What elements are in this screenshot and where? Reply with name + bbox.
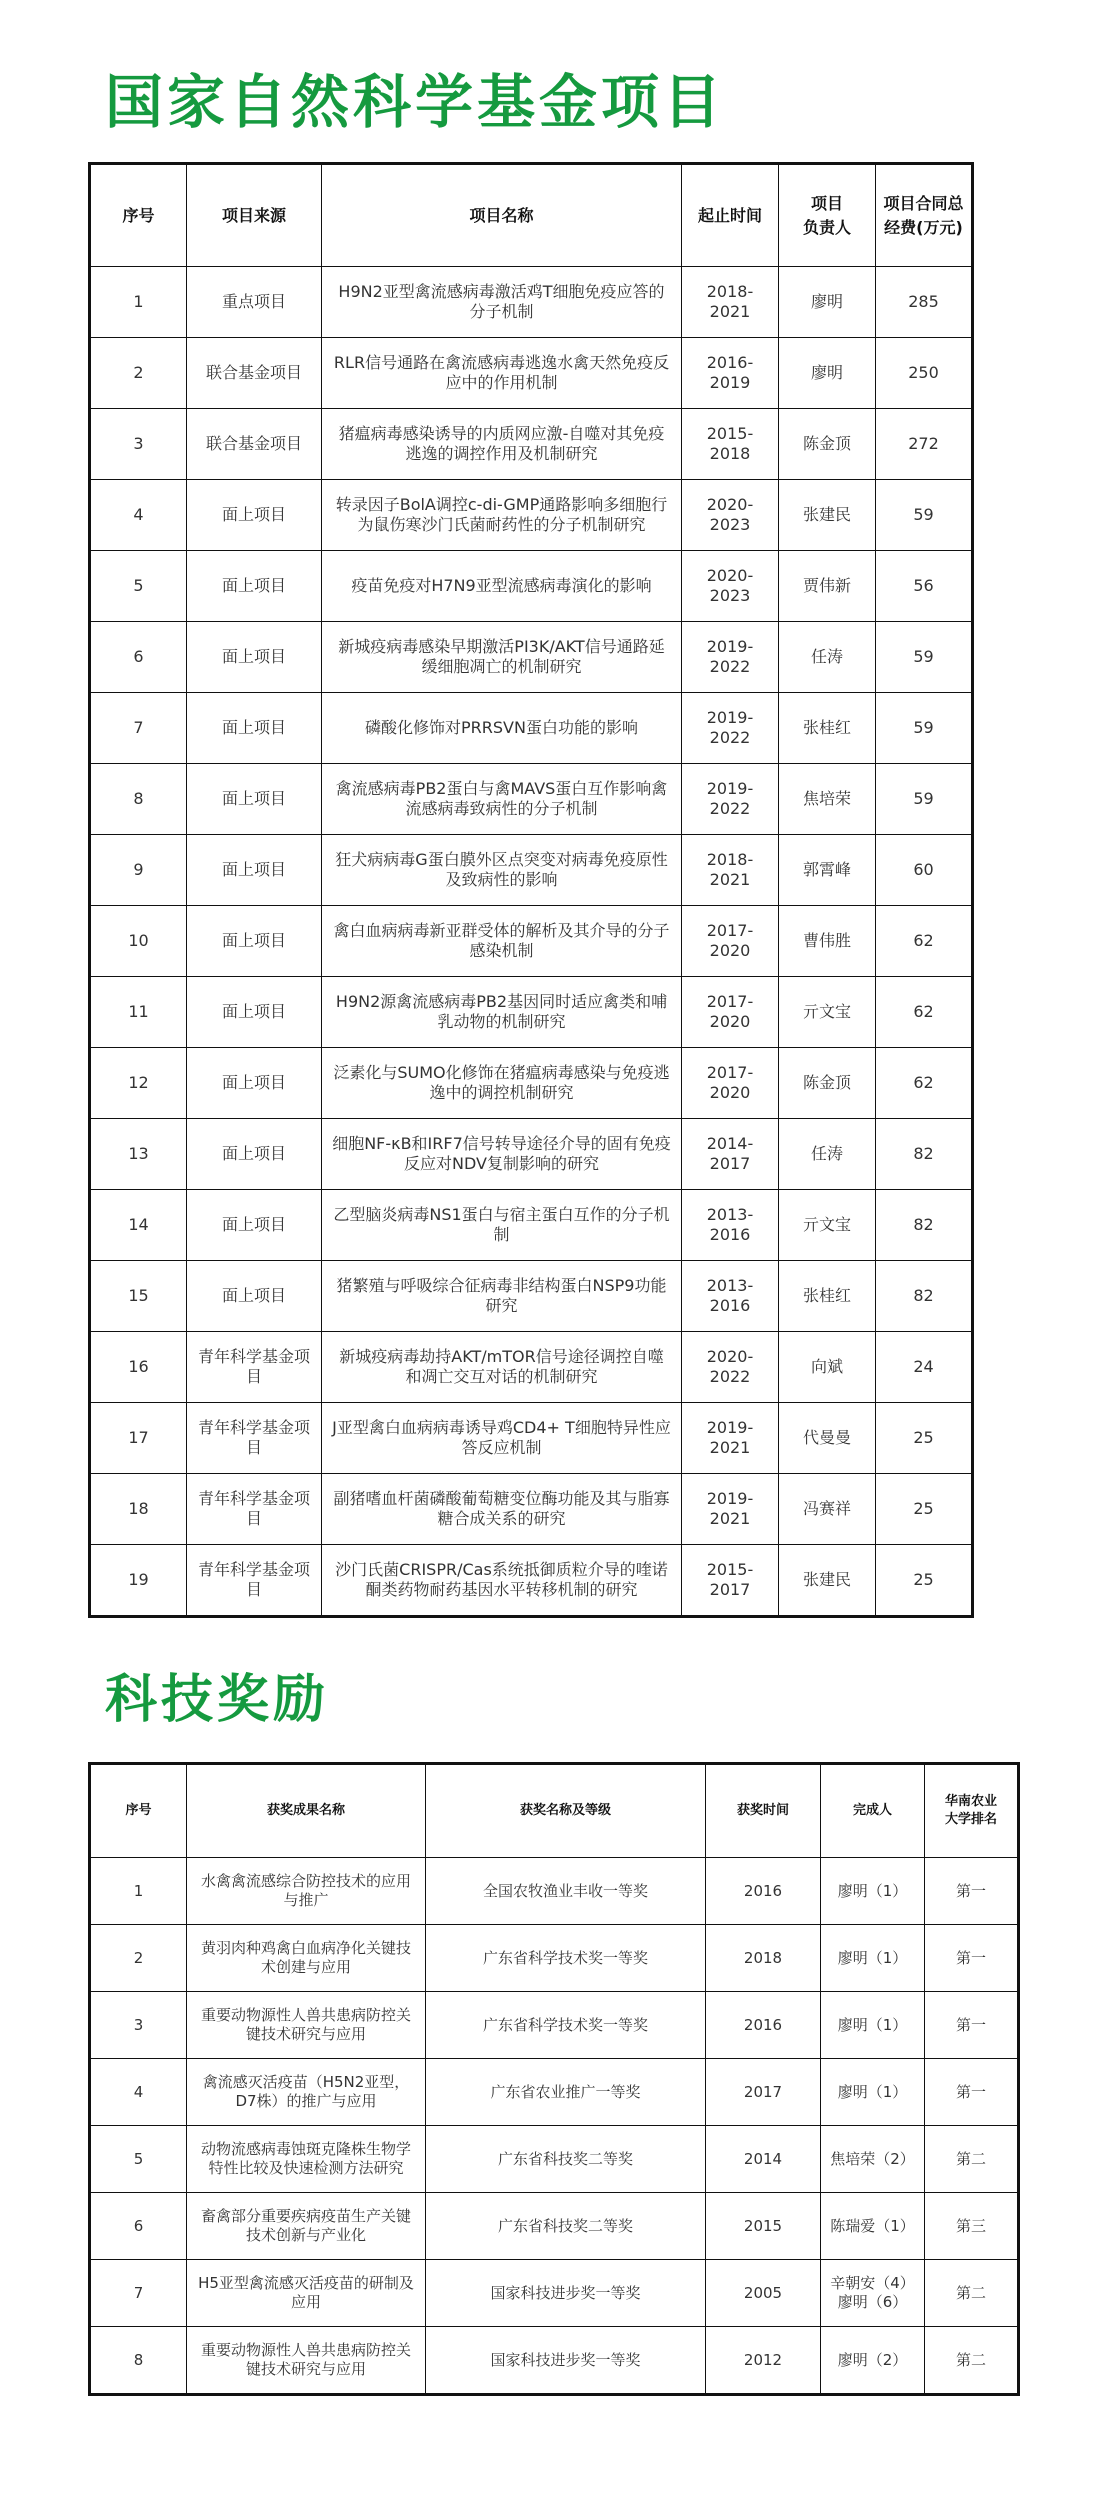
cell-name: 沙门氏菌CRISPR/Cas系统抵御质粒介导的喹诺酮类药物耐药基因水平转移机制的研究 <box>322 1545 682 1617</box>
header-name: 项目名称 <box>322 164 682 267</box>
cell-budget: 285 <box>876 267 973 338</box>
cell-name: 疫苗免疫对H7N9亚型流感病毒演化的影响 <box>322 551 682 622</box>
cell-index: 18 <box>90 1474 187 1545</box>
header-budget <box>876 164 973 267</box>
cell-name: 猪瘟病毒感染诱导的内质网应激-自噬对其免疫逃逸的调控作用及机制研究 <box>322 409 682 480</box>
cell-index: 16 <box>90 1332 187 1403</box>
cell-index: 8 <box>90 764 187 835</box>
table-row <box>90 2260 1019 2327</box>
cell-period: 2019-2021 <box>682 1403 779 1474</box>
cell-leader: 张建民 <box>779 480 876 551</box>
cell-year: 2018 <box>706 1925 821 1992</box>
cell-rank: 第一 <box>925 1858 1019 1925</box>
header-index: 序号 <box>90 164 187 267</box>
cell-leader: 陈金顶 <box>779 409 876 480</box>
cell-achievement: 禽流感灭活疫苗（H5N2亚型，D7株）的推广与应用 <box>187 2059 426 2126</box>
cell-period: 2019-2021 <box>682 1474 779 1545</box>
table-header-row <box>90 1764 1019 1858</box>
cell-budget: 25 <box>876 1403 973 1474</box>
header-period: 起止时间 <box>682 164 779 267</box>
cell-budget: 59 <box>876 480 973 551</box>
cell-index: 13 <box>90 1119 187 1190</box>
cell-person: 廖明（1） <box>821 1858 925 1925</box>
cell-period: 2017-2020 <box>682 1048 779 1119</box>
cell-source: 面上项目 <box>187 764 322 835</box>
awards-table <box>88 1762 1020 2396</box>
cell-budget: 25 <box>876 1545 973 1617</box>
cell-budget: 62 <box>876 1048 973 1119</box>
header-award: 获奖名称及等级 <box>426 1764 706 1858</box>
cell-leader: 焦培荣 <box>779 764 876 835</box>
table-row <box>90 1190 973 1261</box>
cell-budget: 62 <box>876 906 973 977</box>
cell-index: 9 <box>90 835 187 906</box>
cell-budget: 82 <box>876 1190 973 1261</box>
cell-year: 2005 <box>706 2260 821 2327</box>
cell-leader: 贾伟新 <box>779 551 876 622</box>
cell-index: 1 <box>90 267 187 338</box>
header-rank <box>925 1764 1019 1858</box>
cell-source: 面上项目 <box>187 693 322 764</box>
table-row <box>90 764 973 835</box>
header-year: 获奖时间 <box>706 1764 821 1858</box>
cell-budget: 60 <box>876 835 973 906</box>
header-leader-line1: 项目 <box>810 193 843 213</box>
cell-person: 廖明（1） <box>821 2059 925 2126</box>
cell-source: 面上项目 <box>187 480 322 551</box>
cell-person: 辛朝安（4）廖明（6） <box>821 2260 925 2327</box>
cell-rank: 第一 <box>925 1992 1019 2059</box>
cell-index: 2 <box>90 1925 187 1992</box>
section-title-nsfc: 国家自然科学基金项目 <box>105 68 726 136</box>
cell-name: 禽白血病病毒新亚群受体的解析及其介导的分子感染机制 <box>322 906 682 977</box>
cell-budget: 82 <box>876 1119 973 1190</box>
cell-period: 2013-2016 <box>682 1261 779 1332</box>
table-row <box>90 1403 973 1474</box>
cell-leader: 陈金顶 <box>779 1048 876 1119</box>
cell-period: 2020-2023 <box>682 480 779 551</box>
table-row <box>90 2193 1019 2260</box>
cell-period: 2015-2017 <box>682 1545 779 1617</box>
cell-leader: 亓文宝 <box>779 1190 876 1261</box>
cell-achievement: 黄羽肉种鸡禽白血病净化关键技术创建与应用 <box>187 1925 426 1992</box>
table-row <box>90 1925 1019 1992</box>
cell-budget: 59 <box>876 693 973 764</box>
cell-person: 廖明（1） <box>821 1992 925 2059</box>
cell-period: 2013-2016 <box>682 1190 779 1261</box>
cell-award: 广东省科学技术奖一等奖 <box>426 1925 706 1992</box>
cell-index: 6 <box>90 622 187 693</box>
cell-achievement: H5亚型禽流感灭活疫苗的研制及应用 <box>187 2260 426 2327</box>
cell-leader: 曹伟胜 <box>779 906 876 977</box>
header-index: 序号 <box>90 1764 187 1858</box>
cell-index: 3 <box>90 1992 187 2059</box>
header-person: 完成人 <box>821 1764 925 1858</box>
table-row <box>90 977 973 1048</box>
table-row <box>90 622 973 693</box>
table-row <box>90 2327 1019 2395</box>
nsfc-projects-table <box>88 162 974 1618</box>
cell-period: 2017-2020 <box>682 977 779 1048</box>
cell-index: 5 <box>90 2126 187 2193</box>
cell-person: 廖明（2） <box>821 2327 925 2395</box>
cell-period: 2014-2017 <box>682 1119 779 1190</box>
table-row <box>90 1332 973 1403</box>
cell-index: 4 <box>90 480 187 551</box>
cell-achievement: 重要动物源性人兽共患病防控关键技术研究与应用 <box>187 2327 426 2395</box>
cell-source: 重点项目 <box>187 267 322 338</box>
cell-rank: 第一 <box>925 1925 1019 1992</box>
cell-person: 陈瑞爱（1） <box>821 2193 925 2260</box>
section-title-awards: 科技奖励 <box>105 1670 330 1730</box>
table-row <box>90 2059 1019 2126</box>
header-budget-line2: 经费(万元) <box>884 217 963 237</box>
cell-award: 广东省科技奖二等奖 <box>426 2193 706 2260</box>
cell-period: 2018-2021 <box>682 267 779 338</box>
table-row <box>90 693 973 764</box>
cell-year: 2017 <box>706 2059 821 2126</box>
cell-award: 国家科技进步奖一等奖 <box>426 2327 706 2395</box>
cell-index: 6 <box>90 2193 187 2260</box>
table-row <box>90 1048 973 1119</box>
cell-achievement: 动物流感病毒蚀斑克隆株生物学特性比较及快速检测方法研究 <box>187 2126 426 2193</box>
header-budget-line1: 项目合同总 <box>883 193 964 213</box>
cell-source: 面上项目 <box>187 1261 322 1332</box>
cell-name: 乙型脑炎病毒NS1蛋白与宿主蛋白互作的分子机制 <box>322 1190 682 1261</box>
cell-name: J亚型禽白血病病毒诱导鸡CD4+ T细胞特异性应答反应机制 <box>322 1403 682 1474</box>
table-row <box>90 409 973 480</box>
cell-achievement: 畜禽部分重要疾病疫苗生产关键技术创新与产业化 <box>187 2193 426 2260</box>
header-leader <box>779 164 876 267</box>
cell-year: 2016 <box>706 1992 821 2059</box>
table-row <box>90 1545 973 1617</box>
table-row <box>90 551 973 622</box>
cell-year: 2015 <box>706 2193 821 2260</box>
cell-source: 面上项目 <box>187 1048 322 1119</box>
cell-source: 青年科学基金项目 <box>187 1332 322 1403</box>
cell-period: 2019-2022 <box>682 764 779 835</box>
cell-leader: 任涛 <box>779 622 876 693</box>
cell-rank: 第一 <box>925 2059 1019 2126</box>
table-row <box>90 1261 973 1332</box>
cell-index: 4 <box>90 2059 187 2126</box>
cell-index: 3 <box>90 409 187 480</box>
cell-index: 15 <box>90 1261 187 1332</box>
cell-source: 面上项目 <box>187 977 322 1048</box>
cell-person: 焦培荣（2） <box>821 2126 925 2193</box>
table-row <box>90 480 973 551</box>
cell-name: 细胞NF-κB和IRF7信号转导途径介导的固有免疫反应对NDV复制影响的研究 <box>322 1119 682 1190</box>
cell-index: 7 <box>90 693 187 764</box>
cell-index: 7 <box>90 2260 187 2327</box>
cell-index: 8 <box>90 2327 187 2395</box>
cell-award: 广东省科学技术奖一等奖 <box>426 1992 706 2059</box>
table-row <box>90 1119 973 1190</box>
cell-source: 青年科学基金项目 <box>187 1474 322 1545</box>
cell-name: H9N2亚型禽流感病毒激活鸡T细胞免疫应答的分子机制 <box>322 267 682 338</box>
cell-name: 副猪嗜血杆菌磷酸葡萄糖变位酶功能及其与脂寡糖合成关系的研究 <box>322 1474 682 1545</box>
cell-year: 2012 <box>706 2327 821 2395</box>
table-row <box>90 1474 973 1545</box>
cell-name: 磷酸化修饰对PRRSVN蛋白功能的影响 <box>322 693 682 764</box>
cell-leader: 廖明 <box>779 338 876 409</box>
cell-name: RLR信号通路在禽流感病毒逃逸水禽天然免疫反应中的作用机制 <box>322 338 682 409</box>
cell-index: 17 <box>90 1403 187 1474</box>
cell-award: 国家科技进步奖一等奖 <box>426 2260 706 2327</box>
cell-budget: 56 <box>876 551 973 622</box>
cell-source: 面上项目 <box>187 551 322 622</box>
cell-leader: 代曼曼 <box>779 1403 876 1474</box>
table-row <box>90 338 973 409</box>
cell-year: 2014 <box>706 2126 821 2193</box>
cell-name: H9N2源禽流感病毒PB2基因同时适应禽类和哺乳动物的机制研究 <box>322 977 682 1048</box>
header-source: 项目来源 <box>187 164 322 267</box>
cell-index: 1 <box>90 1858 187 1925</box>
cell-rank: 第二 <box>925 2327 1019 2395</box>
cell-budget: 82 <box>876 1261 973 1332</box>
cell-award: 全国农牧渔业丰收一等奖 <box>426 1858 706 1925</box>
cell-name: 狂犬病病毒G蛋白膜外区点突变对病毒免疫原性及致病性的影响 <box>322 835 682 906</box>
cell-source: 面上项目 <box>187 1119 322 1190</box>
cell-award: 广东省科技奖二等奖 <box>426 2126 706 2193</box>
cell-source: 面上项目 <box>187 622 322 693</box>
cell-budget: 59 <box>876 622 973 693</box>
cell-rank: 第二 <box>925 2260 1019 2327</box>
cell-index: 5 <box>90 551 187 622</box>
cell-name: 新城疫病毒感染早期激活PI3K/AKT信号通路延缓细胞凋亡的机制研究 <box>322 622 682 693</box>
cell-budget: 250 <box>876 338 973 409</box>
cell-name: 禽流感病毒PB2蛋白与禽MAVS蛋白互作影响禽流感病毒致病性的分子机制 <box>322 764 682 835</box>
cell-leader: 向斌 <box>779 1332 876 1403</box>
cell-source: 面上项目 <box>187 835 322 906</box>
table-row <box>90 2126 1019 2193</box>
cell-year: 2016 <box>706 1858 821 1925</box>
cell-leader: 郭霄峰 <box>779 835 876 906</box>
cell-period: 2015-2018 <box>682 409 779 480</box>
cell-name: 转录因子BolA调控c-di-GMP通路影响多细胞行为鼠伤寒沙门氏菌耐药性的分子机制研究 <box>322 480 682 551</box>
cell-index: 10 <box>90 906 187 977</box>
cell-index: 19 <box>90 1545 187 1617</box>
header-leader-line2: 负责人 <box>802 217 851 237</box>
cell-period: 2019-2022 <box>682 693 779 764</box>
cell-period: 2018-2021 <box>682 835 779 906</box>
cell-index: 11 <box>90 977 187 1048</box>
cell-source: 联合基金项目 <box>187 409 322 480</box>
cell-rank: 第三 <box>925 2193 1019 2260</box>
table-row <box>90 835 973 906</box>
cell-name: 泛素化与SUMO化修饰在猪瘟病毒感染与免疫逃逸中的调控机制研究 <box>322 1048 682 1119</box>
cell-rank: 第二 <box>925 2126 1019 2193</box>
cell-period: 2020-2023 <box>682 551 779 622</box>
cell-period: 2019-2022 <box>682 622 779 693</box>
cell-leader: 亓文宝 <box>779 977 876 1048</box>
cell-budget: 25 <box>876 1474 973 1545</box>
header-achievement: 获奖成果名称 <box>187 1764 426 1858</box>
cell-leader: 张桂红 <box>779 1261 876 1332</box>
cell-period: 2016-2019 <box>682 338 779 409</box>
cell-index: 12 <box>90 1048 187 1119</box>
cell-award: 广东省农业推广一等奖 <box>426 2059 706 2126</box>
cell-budget: 24 <box>876 1332 973 1403</box>
table-row <box>90 906 973 977</box>
cell-budget: 272 <box>876 409 973 480</box>
header-rank-line2: 大学排名 <box>944 1812 997 1827</box>
cell-index: 14 <box>90 1190 187 1261</box>
cell-achievement: 重要动物源性人兽共患病防控关键技术研究与应用 <box>187 1992 426 2059</box>
table-row <box>90 1992 1019 2059</box>
cell-achievement: 水禽禽流感综合防控技术的应用与推广 <box>187 1858 426 1925</box>
cell-source: 青年科学基金项目 <box>187 1403 322 1474</box>
cell-name: 猪繁殖与呼吸综合征病毒非结构蛋白NSP9功能研究 <box>322 1261 682 1332</box>
cell-source: 青年科学基金项目 <box>187 1545 322 1617</box>
table-row <box>90 1858 1019 1925</box>
cell-leader: 廖明 <box>779 267 876 338</box>
cell-period: 2017-2020 <box>682 906 779 977</box>
cell-leader: 冯赛祥 <box>779 1474 876 1545</box>
cell-name: 新城疫病毒劫持AKT/mTOR信号途径调控自噬和凋亡交互对话的机制研究 <box>322 1332 682 1403</box>
table-header-row <box>90 164 973 267</box>
cell-budget: 59 <box>876 764 973 835</box>
header-rank-line1: 华南农业 <box>944 1794 997 1809</box>
cell-source: 面上项目 <box>187 1190 322 1261</box>
table-row <box>90 267 973 338</box>
cell-index: 2 <box>90 338 187 409</box>
cell-source: 联合基金项目 <box>187 338 322 409</box>
cell-leader: 张桂红 <box>779 693 876 764</box>
cell-budget: 62 <box>876 977 973 1048</box>
cell-period: 2020-2022 <box>682 1332 779 1403</box>
cell-person: 廖明（1） <box>821 1925 925 1992</box>
cell-source: 面上项目 <box>187 906 322 977</box>
cell-leader: 任涛 <box>779 1119 876 1190</box>
cell-leader: 张建民 <box>779 1545 876 1617</box>
